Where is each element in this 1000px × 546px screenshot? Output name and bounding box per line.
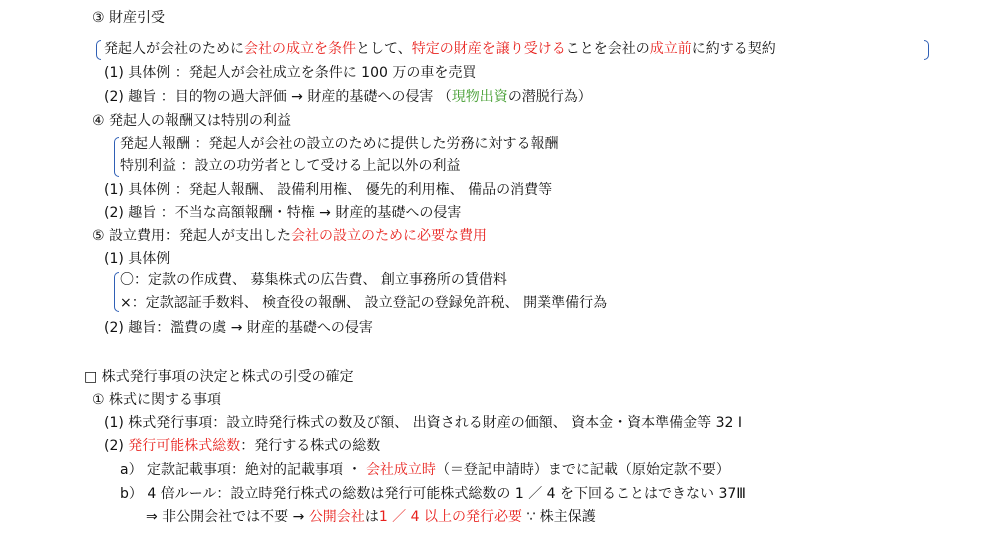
def-text: として、 bbox=[356, 41, 412, 57]
def-text: ことを会社の bbox=[565, 41, 650, 57]
item-text: ：発行する株式の総数 bbox=[240, 438, 381, 454]
def-red: 特定の財産を譲り受ける bbox=[411, 41, 566, 57]
example-hoshu: (1) 具体例 ：発起人報酬、 設備利用権、 優先的利用権、 備品の消費等 bbox=[104, 182, 553, 198]
purpose-text: の潜脱行為） bbox=[507, 89, 592, 105]
purpose-zaisan-hikiuke bbox=[104, 87, 592, 107]
item-text: は bbox=[364, 509, 379, 525]
item-c bbox=[146, 507, 596, 527]
hoshu-line-1: 発起人報酬 ：発起人が会社の設立のために提供した労務に対する報酬 bbox=[120, 136, 559, 152]
def-text: に約する契約 bbox=[691, 41, 776, 57]
item-hakko-jiko: (1) 株式発行事項：設立時発行株式の数及び額、 出資される財産の価額、 資本金・資本準備金等 32 Ⅰ bbox=[104, 415, 743, 431]
purpose-green: 現物出資 bbox=[451, 89, 508, 105]
purpose-text: (2) 趣旨 ：目的物の過大評価 → 財産的基礎への侵害 （ bbox=[104, 89, 452, 105]
heading-setsuritsu-hiyo bbox=[92, 226, 487, 246]
example-zaisan-hikiuke: (1) 具体例 ：発起人が会社成立を条件に 100 万の車を売買 bbox=[104, 65, 477, 81]
item-a bbox=[120, 460, 730, 480]
item-hakko-kano bbox=[104, 436, 380, 456]
bracket-left bbox=[114, 272, 119, 312]
def-red: 成立前 bbox=[649, 41, 692, 57]
item-red: 会社成立時 bbox=[365, 462, 436, 478]
item-b: b） 4 倍ルール：設立時発行株式の総数は発行可能株式総数の 1 ／ 4 を下回ることはできない 37Ⅲ bbox=[120, 486, 746, 502]
item-text: (2) bbox=[104, 438, 129, 454]
disallowed-expenses: ×：定款認証手数料、 検査役の報酬、 設立登記の登録免許税、 開業準備行為 bbox=[120, 295, 608, 311]
def-text: 発起人が会社のために bbox=[104, 41, 244, 57]
bracket-left bbox=[96, 40, 101, 60]
heading-kabushiki-hakko: □ 株式発行事項の決定と株式の引受の確定 bbox=[84, 369, 354, 385]
item-text: ∵ 株主保護 bbox=[521, 509, 596, 525]
heading-hoshu: ④ 発起人の報酬又は特別の利益 bbox=[92, 113, 292, 129]
purpose-setsuritsu-hiyo: (2) 趣旨：濫費の虞 → 財産的基礎への侵害 bbox=[104, 320, 373, 336]
sub-heading-kabushiki: ① 株式に関する事項 bbox=[92, 392, 222, 408]
heading-zaisan-hikiuke: ③ 財産引受 bbox=[92, 10, 166, 26]
def-red: 会社の成立を条件 bbox=[244, 41, 356, 57]
item-red: 発行可能株式総数 bbox=[128, 438, 241, 454]
hoshu-line-2: 特別利益 ：設立の功労者として受ける上記以外の利益 bbox=[120, 158, 461, 174]
heading-red: 会社の設立のために必要な費用 bbox=[291, 228, 488, 244]
example-label: (1) 具体例 bbox=[104, 251, 171, 267]
purpose-hoshu: (2) 趣旨 ：不当な高額報酬・特権 → 財産的基礎への侵害 bbox=[104, 205, 462, 221]
bracket-left bbox=[114, 137, 119, 177]
definition-zaisan-hikiuke bbox=[104, 39, 776, 59]
item-text: ⇒ 非公開会社では不要 → bbox=[146, 509, 309, 525]
item-red: 1 ／ 4 以上の発行必要 bbox=[378, 509, 522, 525]
item-text: a） 定款記載事項：絶対的記載事項 ・ bbox=[120, 462, 366, 478]
item-red: 公開会社 bbox=[308, 509, 365, 525]
item-text: （＝登記申請時）までに記載（原始定款不要） bbox=[435, 462, 730, 478]
bracket-right bbox=[924, 40, 929, 60]
heading-text: ⑤ 設立費用：発起人が支出した bbox=[92, 228, 292, 244]
allowed-expenses: 〇：定款の作成費、 募集株式の広告費、 創立事務所の賃借料 bbox=[120, 272, 507, 288]
